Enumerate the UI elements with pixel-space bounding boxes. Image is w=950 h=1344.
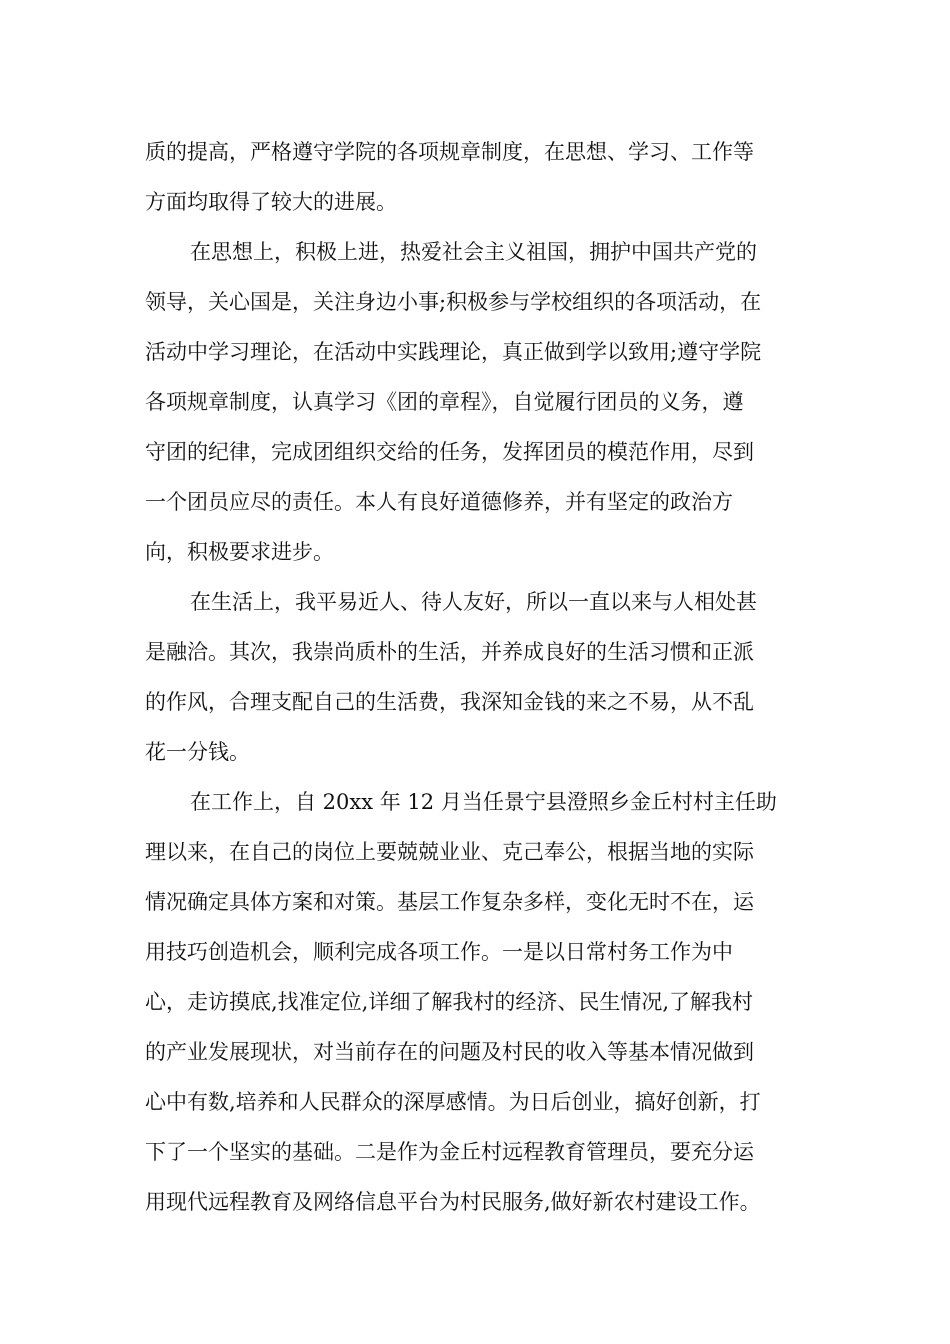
text-line: 理以来，在自己的岗位上要兢兢业业、克己奉公，根据当地的实际 (145, 840, 754, 864)
text-line: 质的提高，严格遵守学院的各项规章制度，在思想、学习、工作等 (145, 140, 754, 164)
paragraph-start-line: 在思想上，积极上进，热爱社会主义祖国，拥护中国共产党的 (190, 240, 757, 264)
text-line: 心，走访摸底,找准定位,详细了解我村的经济、民生情况,了解我村 (145, 990, 754, 1014)
text-line: 用现代远程教育及网络信息平台为村民服务,做好新农村建设工作。 (145, 1190, 761, 1214)
text-line: 各项规章制度，认真学习《团的章程》，自觉履行团员的义务，遵 (145, 390, 744, 414)
text-line: 领导，关心国是，关注身边小事;积极参与学校组织的各项活动，在 (145, 290, 762, 314)
text-line: 方面均取得了较大的进展。 (145, 190, 397, 214)
paragraph-start-line: 在生活上，我平易近人、待人友好，所以一直以来与人相处甚 (190, 590, 757, 614)
paragraph-start-line: 在工作上，自 20xx 年 12 月当任景宁县澄照乡金丘村村主任助 (190, 790, 777, 814)
text-line: 下了一个坚实的基础。二是作为金丘村远程教育管理员，要充分运 (145, 1140, 754, 1164)
text-line: 向，积极要求进步。 (145, 540, 334, 564)
text-line: 活动中学习理论，在活动中实践理论，真正做到学以致用;遵守学院 (145, 340, 762, 364)
text-line: 是融洽。其次，我崇尚质朴的生活，并养成良好的生活习惯和正派 (145, 640, 754, 664)
text-line: 心中有数,培养和人民群众的深厚感情。为日后创业，搞好创新，打 (145, 1090, 761, 1114)
text-line: 守团的纪律，完成团组织交给的任务，发挥团员的模范作用，尽到 (145, 440, 754, 464)
text-line: 花一分钱。 (145, 740, 250, 764)
text-line: 的产业发展现状，对当前存在的问题及村民的收入等基本情况做到 (145, 1040, 754, 1064)
text-line: 情况确定具体方案和对策。基层工作复杂多样，变化无时不在，运 (145, 890, 754, 914)
text-line: 一个团员应尽的责任。本人有良好道德修养，并有坚定的政治方 (145, 490, 733, 514)
text-line: 的作风，合理支配自己的生活费，我深知金钱的来之不易，从不乱 (145, 690, 754, 714)
text-line: 用技巧创造机会，顺利完成各项工作。一是以日常村务工作为中 (145, 940, 733, 964)
